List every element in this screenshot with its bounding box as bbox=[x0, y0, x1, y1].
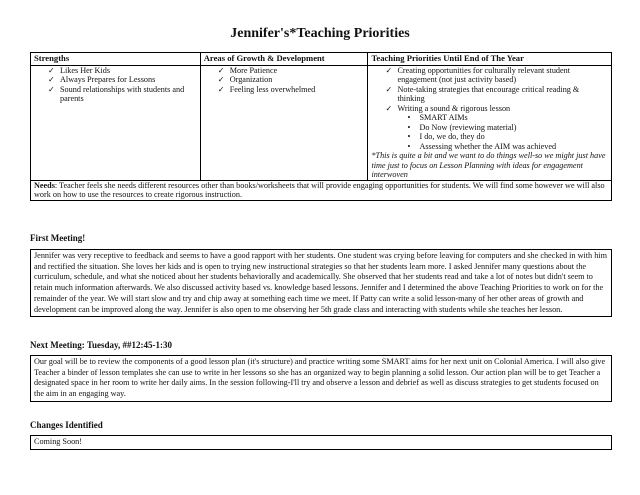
priorities-table bbox=[30, 52, 612, 201]
priorities-list bbox=[371, 66, 608, 114]
needs-row bbox=[31, 180, 612, 200]
growth-cell bbox=[200, 65, 368, 180]
priorities-cell bbox=[368, 65, 612, 180]
lesson-components-list bbox=[371, 113, 608, 151]
list-item: ✓ Organization bbox=[218, 75, 365, 85]
list-item: ✓ Likes Her Kids bbox=[48, 66, 197, 76]
header-strengths: Strengths bbox=[31, 53, 201, 66]
strengths-list bbox=[34, 66, 197, 104]
list-item: ✓ Note-taking strategies that encourage critical reading & thinking bbox=[385, 85, 608, 104]
list-item: • Do Now (reviewing material) bbox=[407, 123, 608, 133]
list-item: • Assessing whether the AIM was achieved bbox=[407, 142, 608, 152]
header-priorities: Teaching Priorities Until End of The Year bbox=[368, 53, 612, 66]
priorities-note: *This is quite a bit and we want to do things well-so we might just have time just to focus on Lesson Planning with ideas for engagement interwoven bbox=[371, 151, 606, 179]
changes-heading: Changes Identified bbox=[30, 420, 103, 430]
document-title: Jennifer's*Teaching Priorities bbox=[230, 26, 410, 41]
list-item: ✓ Always Prepares for Lessons bbox=[48, 75, 197, 85]
header-growth: Areas of Growth & Development bbox=[200, 53, 368, 66]
needs-label: Needs bbox=[34, 180, 55, 190]
changes-box: Coming Soon! bbox=[30, 435, 612, 450]
list-item: ✓ Feeling less overwhelmed bbox=[218, 85, 365, 95]
list-item: • I do, we do, they do bbox=[407, 132, 608, 142]
list-item: ✓ Sound relationships with students and parents bbox=[48, 85, 197, 104]
needs-text: : Teacher feels she needs different resources other than books/worksheets that will provide engaging opportunities for students. We will find some however we will also work on how to use the resources to create rigorous instruction. bbox=[34, 180, 605, 199]
table-content-row bbox=[31, 65, 612, 180]
first-meeting-box: Jennifer was very receptive to feedback and seems to have a good rapport with her students. One student was crying before leaving for computers and she checked in with him and rectified the situation. She loves her kids and is open to trying new instructional strategies so that her students learn more. I asked Jennifer many questions about the curriculum, schedule, and what she noticed about her students behaviorally and academically. She observed that her students read and take a lot of notes but didn't seem to retain much information afterwards. We also discussed activity based vs. knowledge based lessons. Jennifer and I determined the above Teaching Priorities to work on for the remainder of the year. We will start slow and try and chip away at something each time we meet. If Patty can write a solid lesson-many of her other areas of growth and development can be improved along the way. Jennifer is also open to me observing her 5th grade class and interacting with students while she teaches her lesson. bbox=[30, 249, 612, 317]
list-item: • SMART AIMs bbox=[407, 113, 608, 123]
strengths-cell bbox=[31, 65, 201, 180]
next-meeting-box: Our goal will be to review the components of a good lesson plan (it's structure) and practice writing some SMART aims for her next unit on Colonial America. I will also give Teacher a binder of lesson templates she can use to write in her lessons so she has an organized way to begin planning a solid lesson. Our action plan will be to get Teacher a designated space in her room to write her daily aims. In the session following-I'll try and observe a lesson and debrief as well as discuss strategies to get students focused on the aim in an engaging way. bbox=[30, 355, 612, 402]
list-item: ✓ Writing a sound & rigorous lesson bbox=[385, 104, 608, 114]
list-item: ✓ Creating opportunities for culturally relevant student engagement (not just activity based) bbox=[385, 66, 608, 85]
list-item: ✓ More Patience bbox=[218, 66, 365, 76]
needs-cell bbox=[31, 180, 612, 200]
growth-list bbox=[204, 66, 365, 95]
next-meeting-heading: Next Meeting: Tuesday, ##12:45-1:30 bbox=[30, 340, 172, 350]
table-header-row bbox=[31, 53, 612, 66]
first-meeting-heading: First Meeting! bbox=[30, 233, 86, 243]
